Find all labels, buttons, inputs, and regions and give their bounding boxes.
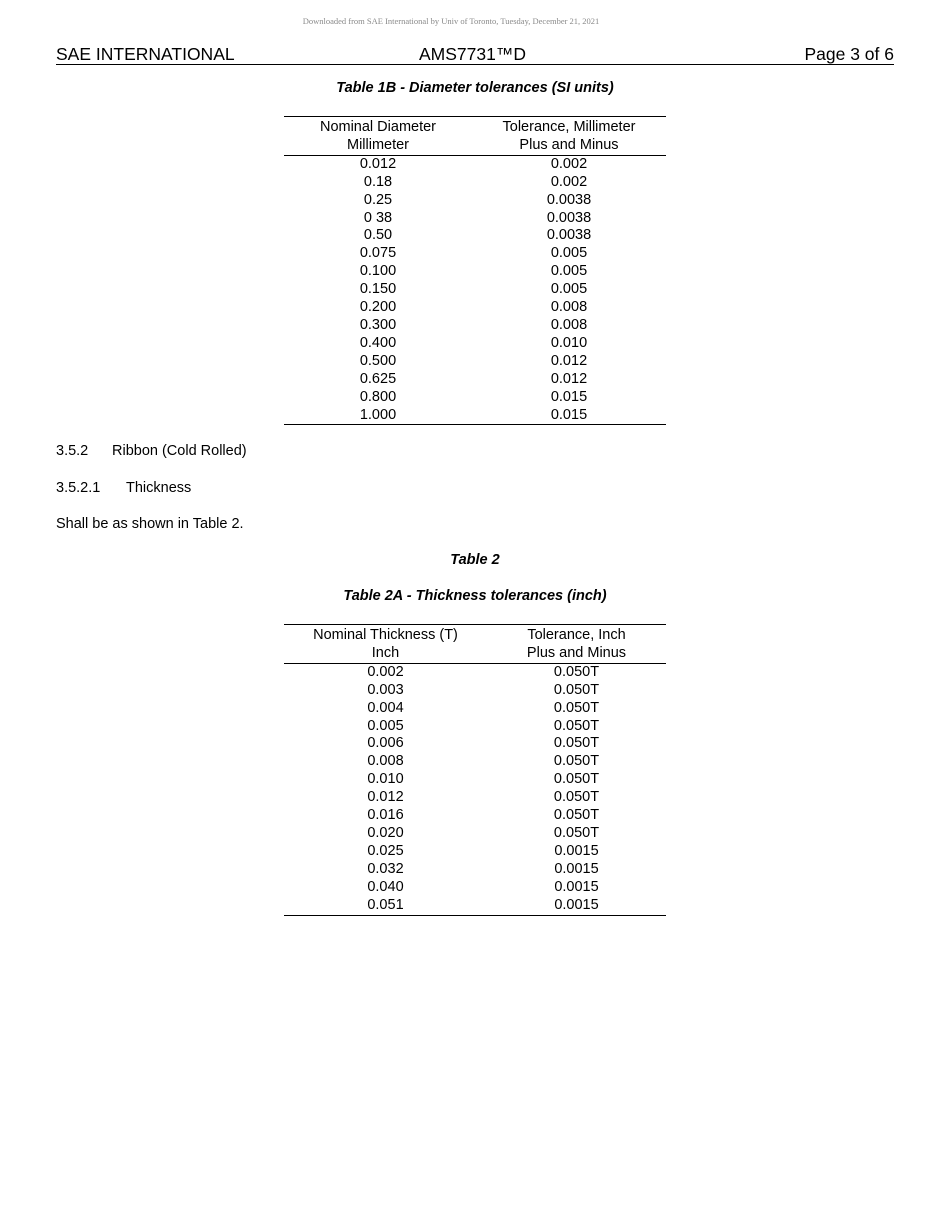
nominal-value-cell: 0.300	[359, 316, 397, 333]
table-1b-row	[284, 299, 666, 317]
tolerance-value-cell: 0.015	[550, 388, 588, 405]
table-1b-row	[284, 281, 666, 299]
table-1b-row	[284, 192, 666, 210]
nominal-value-cell: 0.008	[367, 753, 404, 770]
table-2a-row	[284, 807, 666, 825]
table-1b-row	[284, 245, 666, 263]
nominal-value-cell: 0.100	[359, 263, 397, 280]
table-1b-row	[284, 335, 666, 353]
table-1b-col1-header-line1: Nominal Diameter	[284, 117, 472, 137]
tolerance-value-cell: 0.0015	[487, 897, 666, 915]
tolerance-value-cell: 0.050T	[553, 789, 600, 806]
table-1b-row	[284, 210, 666, 228]
table-2-title: Table 2	[450, 552, 500, 568]
page-header	[56, 44, 894, 65]
nominal-value-cell: 0 38	[363, 209, 393, 226]
table-2a-col1-header-line2: Inch	[284, 645, 487, 663]
tolerance-value-cell: 0.050T	[553, 807, 600, 824]
tolerance-value-cell: 0.008	[550, 316, 588, 333]
tolerance-value-cell: 0.050T	[553, 824, 600, 841]
tolerance-value-cell: 0.010	[550, 334, 588, 351]
tolerance-value-cell: 0.012	[550, 352, 588, 369]
table-2a	[284, 624, 666, 916]
table-2a-row	[284, 843, 666, 861]
nominal-value-cell: 0.003	[367, 681, 404, 698]
nominal-value-cell: 0.500	[359, 352, 397, 369]
tolerance-value-cell: 0.0038	[546, 209, 592, 226]
tolerance-value-cell: 0.0015	[554, 878, 599, 895]
nominal-value-cell: 0.012	[359, 155, 397, 172]
nominal-value-cell: 0.010	[367, 771, 404, 788]
table-1b-row	[284, 317, 666, 335]
table-1b-body	[284, 155, 666, 425]
section-title: Ribbon (Cold Rolled)	[112, 443, 247, 459]
nominal-value-cell: 1.000	[284, 407, 472, 425]
download-note: Downloaded from SAE International by Univ of Toronto, Tuesday, December 21, 2021	[302, 16, 600, 26]
table-2a-row	[284, 789, 666, 807]
table-2a-row	[284, 718, 666, 736]
nominal-value-cell: 0.020	[367, 824, 404, 841]
tolerance-value-cell: 0.002	[550, 173, 588, 190]
nominal-value-cell: 0.200	[359, 299, 397, 316]
section-3-5-2-1-heading	[56, 479, 191, 497]
table-1b-caption: Table 1B - Diameter tolerances (SI units)	[336, 80, 614, 96]
table-1b-row	[284, 155, 666, 173]
table-2a-row	[284, 879, 666, 897]
section-number: 3.5.2	[56, 443, 89, 459]
tolerance-value-cell: 0.0038	[546, 227, 592, 244]
nominal-value-cell: 0.50	[363, 227, 393, 244]
nominal-value-cell: 0.004	[367, 699, 404, 716]
tolerance-value-cell: 0.005	[550, 263, 588, 280]
header-page-number: Page 3 of 6	[804, 44, 894, 64]
nominal-value-cell: 0.075	[359, 245, 397, 262]
nominal-value-cell: 0.040	[367, 878, 404, 895]
table-2a-col2-header-line1: Tolerance, Inch	[487, 625, 666, 645]
nominal-value-cell: 0.025	[367, 842, 404, 859]
header-document-number: AMS7731™D	[419, 44, 526, 64]
section-3-5-2-heading	[56, 442, 247, 460]
table-1b-col2-header-line1: Tolerance, Millimeter	[472, 117, 666, 137]
table-2a-row	[284, 825, 666, 843]
nominal-value-cell: 0.800	[359, 388, 397, 405]
nominal-value-cell: 0.012	[367, 789, 404, 806]
nominal-value-cell: 0.625	[359, 370, 397, 387]
tolerance-value-cell: 0.050T	[553, 681, 600, 698]
tolerance-value-cell: 0.005	[550, 245, 588, 262]
nominal-value-cell: 0.25	[363, 191, 393, 208]
nominal-value-cell: 0.18	[363, 173, 393, 190]
tolerance-value-cell: 0.005	[550, 281, 588, 298]
nominal-value-cell: 0.002	[367, 663, 404, 680]
tolerance-value-cell: 0.050T	[553, 735, 600, 752]
table-2a-row	[284, 861, 666, 879]
tolerance-value-cell: 0.008	[550, 299, 588, 316]
nominal-value-cell: 0.032	[367, 860, 404, 877]
table-1b-row	[284, 389, 666, 407]
tolerance-value-cell: 0.050T	[553, 717, 600, 734]
nominal-value-cell: 0.016	[367, 807, 404, 824]
section-title: Thickness	[126, 480, 192, 496]
tolerance-value-cell: 0.050T	[553, 771, 600, 788]
table-1b-row	[284, 227, 666, 245]
table-2a-row	[284, 700, 666, 718]
tolerance-value-cell: 0.0038	[546, 191, 592, 208]
table-1b-row	[284, 353, 666, 371]
tolerance-value-cell: 0.050T	[553, 663, 600, 680]
table-2a-row	[284, 897, 666, 915]
table-2a-caption: Table 2A - Thickness tolerances (inch)	[343, 588, 607, 604]
table-2a-row	[284, 682, 666, 700]
tolerance-value-cell: 0.012	[550, 370, 588, 387]
table-2a-row	[284, 735, 666, 753]
nominal-value-cell: 0.006	[367, 735, 404, 752]
tolerance-value-cell: 0.050T	[553, 753, 600, 770]
tolerance-value-cell: 0.002	[550, 155, 588, 172]
table-2a-row	[284, 771, 666, 789]
nominal-value-cell: 0.150	[359, 281, 397, 298]
nominal-value-cell: 0.400	[359, 334, 397, 351]
nominal-value-cell: 0.051	[284, 897, 487, 915]
tolerance-value-cell: 0.0015	[554, 860, 599, 877]
table-1b	[284, 116, 666, 425]
table-1b-row	[284, 407, 666, 425]
tolerance-value-cell: 0.050T	[553, 699, 600, 716]
nominal-value-cell: 0.005	[367, 717, 404, 734]
table-2a-row	[284, 753, 666, 771]
table-1b-col2-header-line2: Plus and Minus	[472, 137, 666, 155]
table-1b-row	[284, 263, 666, 281]
header-organization: SAE INTERNATIONAL	[56, 44, 235, 64]
table-2a-col1-header-line1: Nominal Thickness (T)	[284, 625, 487, 645]
table-1b-col1-header-line2: Millimeter	[284, 137, 472, 155]
table-2a-col2-header-line2: Plus and Minus	[487, 645, 666, 663]
tolerance-value-cell: 0.0015	[554, 842, 599, 859]
table-2a-body	[284, 663, 666, 915]
table-1b-row	[284, 371, 666, 389]
paragraph-text: Shall be as shown in Table 2.	[56, 516, 244, 532]
table-1b-row	[284, 174, 666, 192]
table-2a-row	[284, 663, 666, 681]
tolerance-value-cell: 0.015	[472, 407, 666, 425]
section-number: 3.5.2.1	[56, 480, 101, 496]
